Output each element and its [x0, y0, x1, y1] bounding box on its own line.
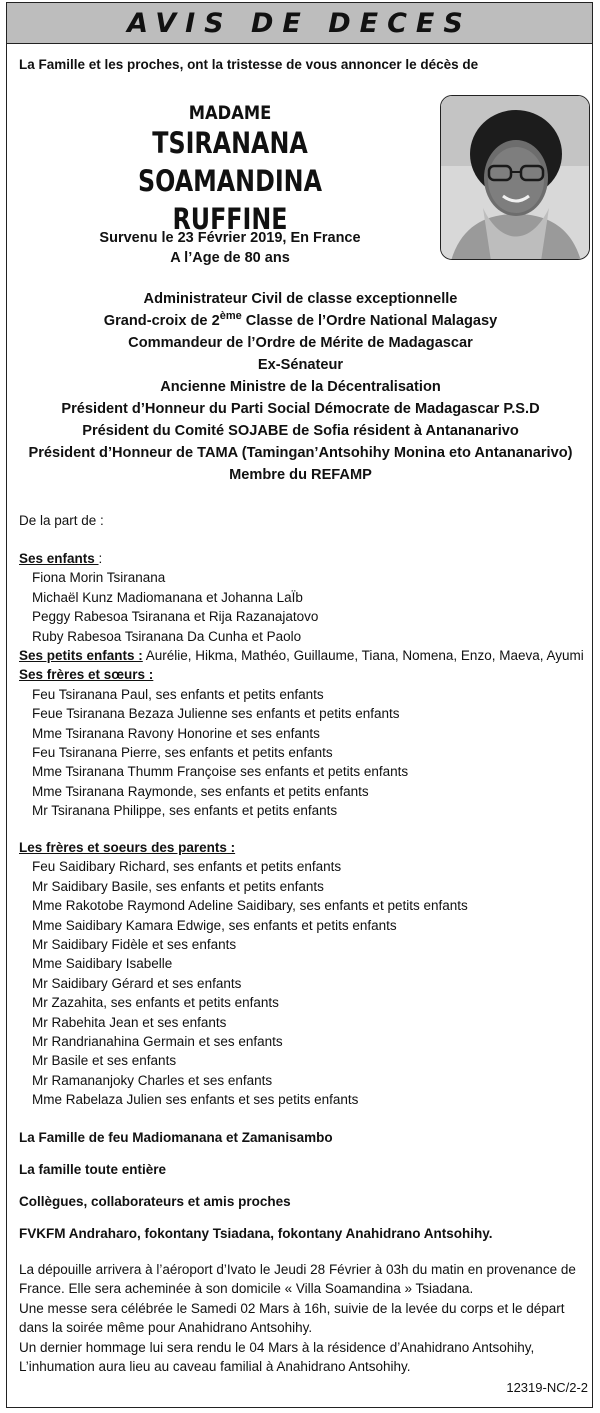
list-item: Feu Tsiranana Pierre, ses enfants et petits enfants	[32, 745, 333, 761]
portrait-photo	[440, 95, 590, 260]
title-line: Président du Comité SOJABE de Sofia résident à Antananarivo	[82, 423, 519, 439]
portrait-image	[441, 96, 590, 260]
list-item: Feue Tsiranana Bezaza Julienne ses enfants et petits enfants	[32, 706, 400, 722]
intro-text: La Famille et les proches, ont la tristesse de vous annoncer le décès de	[19, 57, 479, 72]
list-item: Mr Randrianahina Germain et ses enfants	[32, 1034, 283, 1050]
list-item: Mr Saidibary Basile, ses enfants et petits enfants	[32, 878, 324, 894]
announcement-paragraph: Un dernier hommage lui sera rendu le 04 Mars à la résidence d’Anahidrano Antsohihy,	[19, 1339, 535, 1355]
other-family-line: Collègues, collaborateurs et amis proches	[19, 1194, 291, 1209]
list-item: Mr Saidibary Fidèle et ses enfants	[32, 937, 237, 953]
honorific: MADAME	[188, 102, 272, 124]
title-line: Président d’Honneur de TAMA (Tamingan’Antsohihy Monina eto Antananarivo)	[28, 445, 573, 461]
children-heading: Ses enfants :	[19, 551, 103, 566]
deceased-name-block	[20, 102, 440, 238]
other-family-line: La famille toute entière	[19, 1162, 167, 1177]
other-family-line: La Famille de feu Madiomanana et Zamanisambo	[19, 1130, 333, 1145]
grandchildren-line: Ses petits enfants : Aurélie, Hikma, Mathéo, Guillaume, Tiana, Nomena, Enzo, Maeva, Ayumi	[19, 648, 584, 664]
title-line: Ex-Sénateur	[257, 357, 344, 373]
list-item: Mme Saidibary Isabelle	[32, 956, 173, 972]
title-line: Grand-croix de 2ème Classe de l’Ordre National Malagasy	[103, 310, 498, 329]
death-info	[20, 228, 440, 268]
list-item: Ruby Rabesoa Tsiranana Da Cunha et Paolo	[32, 628, 302, 644]
date-line: Survenu le 23 Février 2019, En France	[99, 230, 361, 246]
list-item: Mr Rabehita Jean et ses enfants	[32, 1014, 227, 1030]
title-line: Membre du REFAMP	[229, 467, 372, 483]
title-line: Ancienne Ministre de la Décentralisation	[160, 379, 441, 395]
list-item: Mme Rabelaza Julien ses enfants et ses petits enfants	[32, 1092, 359, 1108]
siblings-heading: Ses frères et sœurs :	[19, 667, 154, 683]
list-item: Mr Ramananjoky Charles et ses enfants	[32, 1072, 273, 1088]
list-item: Peggy Rabesoa Tsiranana et Rija Razanajatovo	[32, 609, 319, 625]
list-item: Mr Saidibary Gérard et ses enfants	[32, 975, 242, 991]
name-line-2: RUFFINE	[172, 202, 288, 236]
title-line: Commandeur de l’Ordre de Mérite de Madagascar	[128, 335, 473, 351]
banner-title: AVIS DE DECES	[127, 7, 472, 39]
list-item: Mme Rakotobe Raymond Adeline Saidibary, ses enfants et petits enfants	[32, 898, 468, 914]
list-item: Mme Tsiranana Thumm Françoise ses enfants et petits enfants	[32, 764, 409, 780]
list-item: Mme Tsiranana Raymonde, ses enfants et petits enfants	[32, 783, 369, 799]
age-line: A l’Age de 80 ans	[170, 250, 290, 266]
list-item: Feu Saidibary Richard, ses enfants et petits enfants	[32, 859, 342, 875]
list-item: Mme Saidibary Kamara Edwige, ses enfants et petits enfants	[32, 917, 397, 933]
announcement-text	[19, 1260, 585, 1376]
title-line: Président d’Honneur du Parti Social Démocrate de Madagascar P.S.D	[61, 401, 540, 417]
list-item: Fiona Morin Tsiranana	[32, 570, 166, 586]
list-item: Michaël Kunz Madiomanana et Johanna LaÏb	[32, 589, 303, 605]
parents-siblings-heading: Les frères et soeurs des parents :	[19, 840, 236, 855]
list-item: Feu Tsiranana Paul, ses enfants et petits enfants	[32, 686, 324, 702]
list-item: Mr Zazahita, ses enfants et petits enfants	[32, 995, 279, 1011]
reference-number: 12319-NC/2-2	[506, 1380, 588, 1395]
announcement-paragraph: Une messe sera célébrée le Samedi 02 Mars à 16h, suivie de la levée du corps et le départ dans la soirée même pour Anahidrano Antsohihy.	[19, 1300, 565, 1336]
titles-list	[8, 288, 593, 486]
name-line-1: TSIRANANA SOAMANDINA	[138, 126, 322, 198]
announcement-paragraph: La dépouille arrivera à l’aéroport d’Ivato le Jeudi 28 Février à 03h du matin en provenance de France. Elle sera acheminée à son domicile « Villa Soamandina » Tsiadana.	[19, 1262, 576, 1297]
list-item: Mr Basile et ses enfants	[32, 1053, 177, 1069]
other-family-line: FVKFM Andraharo, fokontany Tsiadana, fokontany Anahidrano Antsohihy.	[19, 1226, 493, 1241]
parents-siblings-section	[19, 838, 468, 1110]
title-line: Administrateur Civil de classe exceptionnelle	[143, 291, 458, 307]
announcement-paragraph: L’inhumation aura lieu au caveau familial à Anahidrano Antsohihy.	[19, 1359, 411, 1375]
list-item: Mr Tsiranana Philippe, ses enfants et petits enfants	[32, 803, 338, 819]
header-banner	[7, 3, 592, 44]
list-item: Mme Tsiranana Ravony Honorine et ses enfants	[32, 725, 320, 741]
part-de: De la part de :	[19, 513, 104, 528]
family-section	[19, 549, 584, 821]
